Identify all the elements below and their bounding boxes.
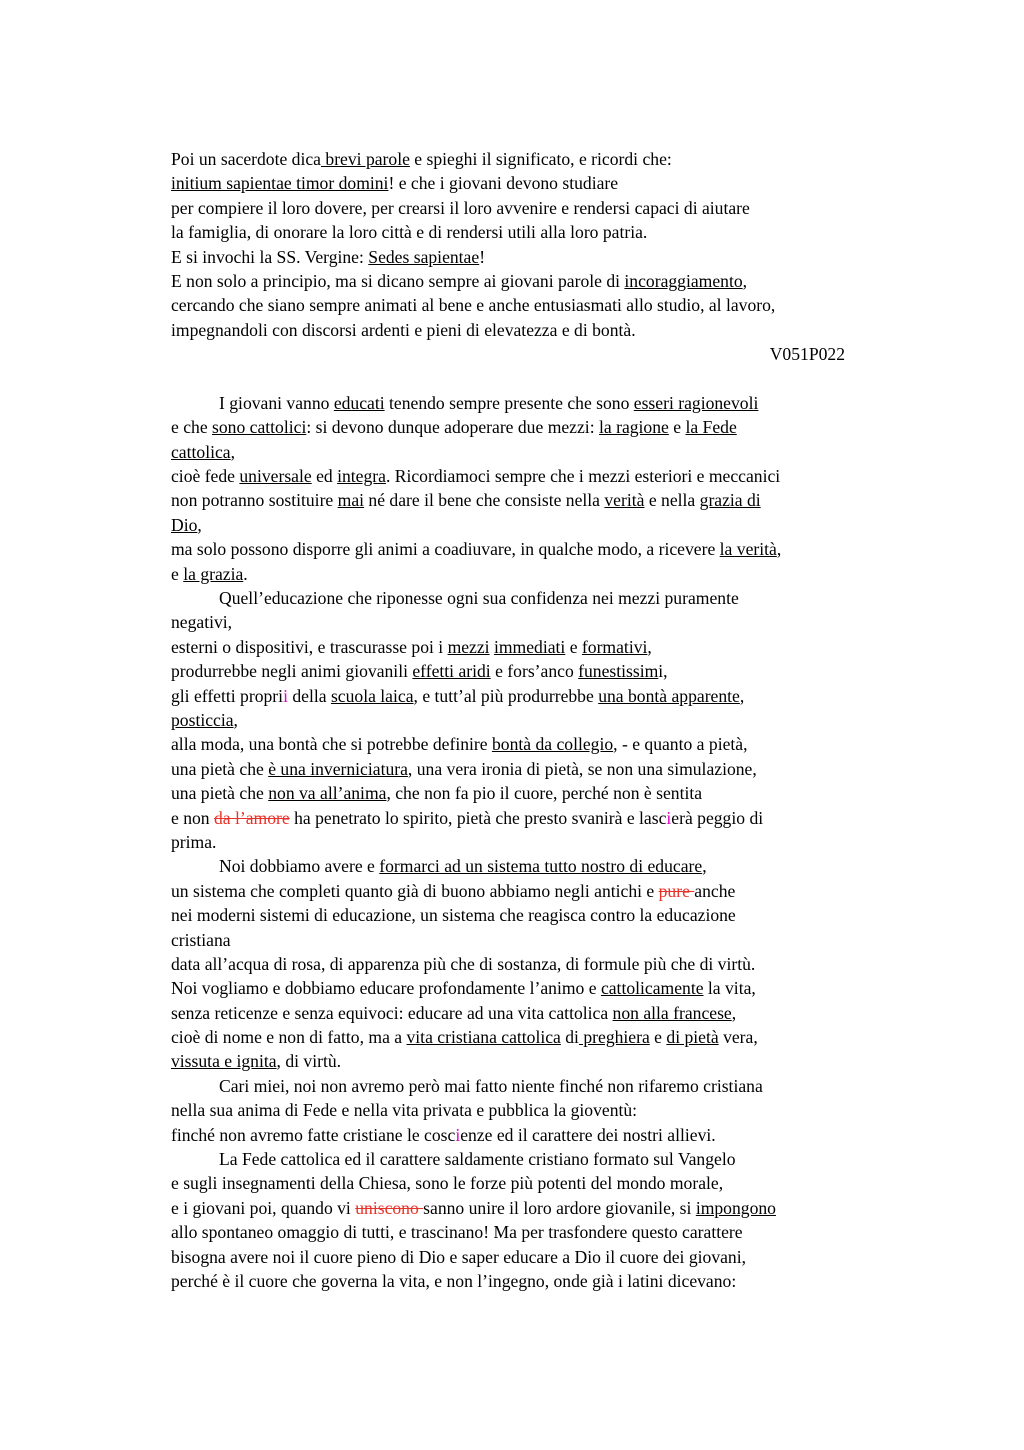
text-run: non potranno sostituire [171,490,338,511]
text-run: data all’acqua di rosa, di apparenza più che di sostanza, di formule più che di virtù. [171,953,756,974]
intro-line [171,220,911,244]
body-line [171,806,911,830]
underlined-text: cattolicamente [600,978,704,999]
text-run: la famiglia, di onorare la loro città e di rendersi utili alla loro patria. [171,222,648,243]
underlined-text: verità [604,490,645,511]
document-code-text: V051P022 [769,344,845,365]
text-run: né dare il bene che consiste nella [364,490,605,511]
text-run: : si devono dunque adoperare due mezzi: [306,417,599,438]
underlined-text: integra [337,466,386,487]
text-run: della [287,685,331,706]
underlined-text: bontà da collegio [491,734,614,755]
inserted-letter: i [666,807,672,828]
text-run: e nella [644,490,700,511]
underlined-text: esseri ragionevoli [633,392,759,413]
body-line [171,1049,911,1073]
text-run: una pietà che [171,783,269,804]
text-run: E non solo a principio, ma si dicano sempre ai giovani parole di [171,270,625,291]
underlined-text: Sedes sapientae [368,246,480,267]
struck-text: uniscono [355,1197,424,1218]
body-line [171,1001,911,1025]
text-run: negativi, [171,612,233,633]
text-run: e [565,636,582,657]
underlined-text: impongono [695,1197,776,1218]
text-run: allo spontaneo omaggio di tutti, e trascinano! Ma per trasfondere questo carattere [171,1222,743,1243]
text-run: una pietà che [171,758,269,779]
text-run: un sistema che completi quanto già di buono abbiamo negli antichi e [171,880,659,901]
body-line [171,464,911,488]
text-run: , e tutt’al più produrrebbe [413,685,599,706]
text-run: per compiere il loro dovere, per crearsi il loro avvenire e rendersi capaci di aiutare [171,197,750,218]
underlined-text: effetti aridi [412,661,491,682]
underlined-text: formativi [581,636,648,657]
body-line [171,1269,911,1293]
underlined-text: universale [239,466,312,487]
text-run: cristiana [171,929,231,950]
text-run: , [647,636,652,657]
text-run: nei moderni sistemi di educazione, un sistema che reagisca contro la educazione [171,905,736,926]
text-run: e sugli insegnamenti della Chiesa, sono le forze più potenti del mondo morale, [171,1173,724,1194]
body-line [171,659,911,683]
text-run: , che non fa pio il cuore, perché non è sentita [386,783,703,804]
text-run: , [739,685,745,706]
underlined-text: la verità [719,539,777,560]
text-run: La Fede cattolica ed il carattere saldamente cristiano formato sul Vangelo [219,1149,736,1170]
text-run: impegnandoli con discorsi ardenti e pieni di elevatezza e di bontà. [171,319,636,340]
body-line [171,903,911,927]
underlined-text: vita cristiana cattolica [406,1027,561,1048]
underlined-text: non alla francese [612,1002,732,1023]
text-run: ! e che i giovani devono studiare [388,173,619,194]
body-line [171,1245,911,1269]
text-run: ! [479,246,486,267]
text-run: Cari miei, noi non avremo però mai fatto niente finché non rifaremo cristiana [219,1075,763,1096]
text-run: ed [311,466,338,487]
struck-text: da l’amore [214,807,290,828]
text-run: esterni o dispositivi, e trascurasse poi i [171,636,448,657]
body-line [171,562,911,586]
underlined-text: preghiera [578,1027,650,1048]
underlined-text: di pietà [666,1027,719,1048]
body-line [171,610,911,634]
text-run: la vita, [703,978,756,999]
text-run: prima. [171,831,217,852]
underlined-text: la Fede [685,417,737,438]
underlined-text: la ragione [598,417,669,438]
text-run: , [233,709,238,730]
text-run: erà peggio di [671,807,764,828]
text-run: , di virtù. [276,1051,342,1072]
text-run: e [668,417,686,438]
intro-line [171,293,911,317]
text-run: Poi un sacerdote dica [171,149,321,169]
text-run: , [742,270,748,291]
body-line [171,1196,911,1220]
text-run: produrrebbe negli animi giovanili [171,661,413,682]
body-line [171,537,911,561]
body-line [171,391,911,415]
underlined-text: funestissim [578,661,659,682]
body-line [171,440,911,464]
underlined-text: brevi parole [321,149,410,169]
text-run: , [702,856,707,877]
inserted-letter: i [283,685,288,706]
text-run: Noi vogliamo e dobbiamo educare profondamente l’animo e [171,978,601,999]
text-run: cioè fede [171,466,240,487]
text-run: anche [694,880,736,901]
body-line [171,513,911,537]
underlined-text: sono cattolici [212,417,307,438]
intro-line [171,147,911,171]
body-line [171,952,911,976]
text-run: , [776,539,782,560]
body-block [171,391,911,1293]
body-line [171,635,911,659]
text-run: , [230,441,235,462]
struck-text: pure [658,880,695,901]
intro-block [171,147,911,342]
text-run: finché non avremo fatte cristiane le cosc [171,1124,456,1145]
intro-line [171,171,911,195]
text-run: e non [171,807,214,828]
underlined-text: vissuta e ignita [171,1051,277,1072]
underlined-text: immediati [493,636,566,657]
text-run: , [197,514,202,535]
underlined-text: scuola laica [330,685,414,706]
text-run: Quell’educazione che riponesse ogni sua confidenza nei mezzi puramente [219,588,739,609]
text-run: e che [171,417,213,438]
text-run: e i giovani poi, quando vi [171,1197,356,1218]
body-line [171,928,911,952]
text-run: , - e quanto a pietà, [613,734,748,755]
underlined-text: una bontà apparente [598,685,740,706]
underlined-text: formarci ad un sistema tutto nostro di educare [379,856,703,877]
body-line [171,1220,911,1244]
text-run: , una vera ironia di pietà, se non una simulazione, [407,758,757,779]
body-line [171,488,911,512]
text-run: e [171,563,184,584]
underlined-text: posticcia [171,709,234,730]
intro-line [171,269,911,293]
text-run: sanno unire il loro ardore giovanile, si [423,1197,696,1218]
body-line [171,781,911,805]
body-line [171,1098,911,1122]
body-line [171,708,911,732]
intro-line [171,245,911,269]
text-run: ma solo possono disporre gli animi a coadiuvare, in qualche modo, a ricevere [171,539,720,560]
underlined-text: cattolica [171,441,231,462]
body-line [171,586,911,610]
text-run: alla moda, una bontà che si potrebbe definire [171,734,492,755]
text-run: i, [658,661,668,682]
underlined-text: initium sapientae timor domini [171,173,389,194]
underlined-text: mai [337,490,365,511]
text-run: I giovani vanno [219,392,334,413]
text-run: bisogna avere noi il cuore pieno di Dio e saper educare a Dio il cuore dei giovani, [171,1246,747,1267]
document-page [171,147,911,1293]
text-run: e fors’anco [490,661,579,682]
text-run: E si invochi la SS. Vergine: [171,246,369,267]
body-line [171,830,911,854]
document-code [171,342,911,366]
text-run: e spieghi il significato, e ricordi che: [409,149,672,169]
body-line [171,1074,911,1098]
intro-line [171,318,911,342]
text-run: di [560,1027,579,1048]
text-run: perché è il cuore che governa la vita, e non l’ingegno, onde già i latini dicevano: [171,1270,737,1291]
body-line [171,1025,911,1049]
body-line [171,854,911,878]
body-line [171,976,911,1000]
underlined-text: è una inverniciatura [268,758,408,779]
body-line [171,1147,911,1171]
body-line [171,1123,911,1147]
text-run: . Ricordiamoci sempre che i mezzi esteriori e meccanici [385,466,781,487]
paragraph-gap [171,367,911,391]
text-run: . [243,563,248,584]
text-run: e [649,1027,667,1048]
underlined-text: la grazia [183,563,244,584]
body-line [171,879,911,903]
body-line [171,684,911,708]
underlined-text: educati [333,392,385,413]
text-run: ha penetrato lo spirito, pietà che presto svanirà e lasc [289,807,667,828]
text-run: enze ed il carattere dei nostri allievi. [460,1124,716,1145]
text-run: tenendo sempre presente che sono [384,392,634,413]
text-run: Noi dobbiamo avere e [219,856,380,877]
text-run: vera, [718,1027,758,1048]
underlined-text: incoraggiamento [624,270,743,291]
text-run: senza reticenze e senza equivoci: educare ad una vita cattolica [171,1002,613,1023]
underlined-text: Dio [171,514,198,535]
underlined-text: non va all’anima [268,783,387,804]
text-run: cioè di nome e non di fatto, ma a [171,1027,407,1048]
text-run: gli effetti propri [171,685,284,706]
body-line [171,415,911,439]
text-run: cercando che siano sempre animati al bene e anche entusiasmati allo studio, al lavoro, [171,295,776,316]
underlined-text: mezzi [447,636,490,657]
body-line [171,757,911,781]
body-line [171,732,911,756]
underlined-text: grazia di [699,490,761,511]
inserted-letter: i [455,1124,461,1145]
text-run: nella sua anima di Fede e nella vita privata e pubblica la gioventù: [171,1100,638,1121]
body-line [171,1171,911,1195]
intro-line [171,196,911,220]
text-run: , [731,1002,737,1023]
